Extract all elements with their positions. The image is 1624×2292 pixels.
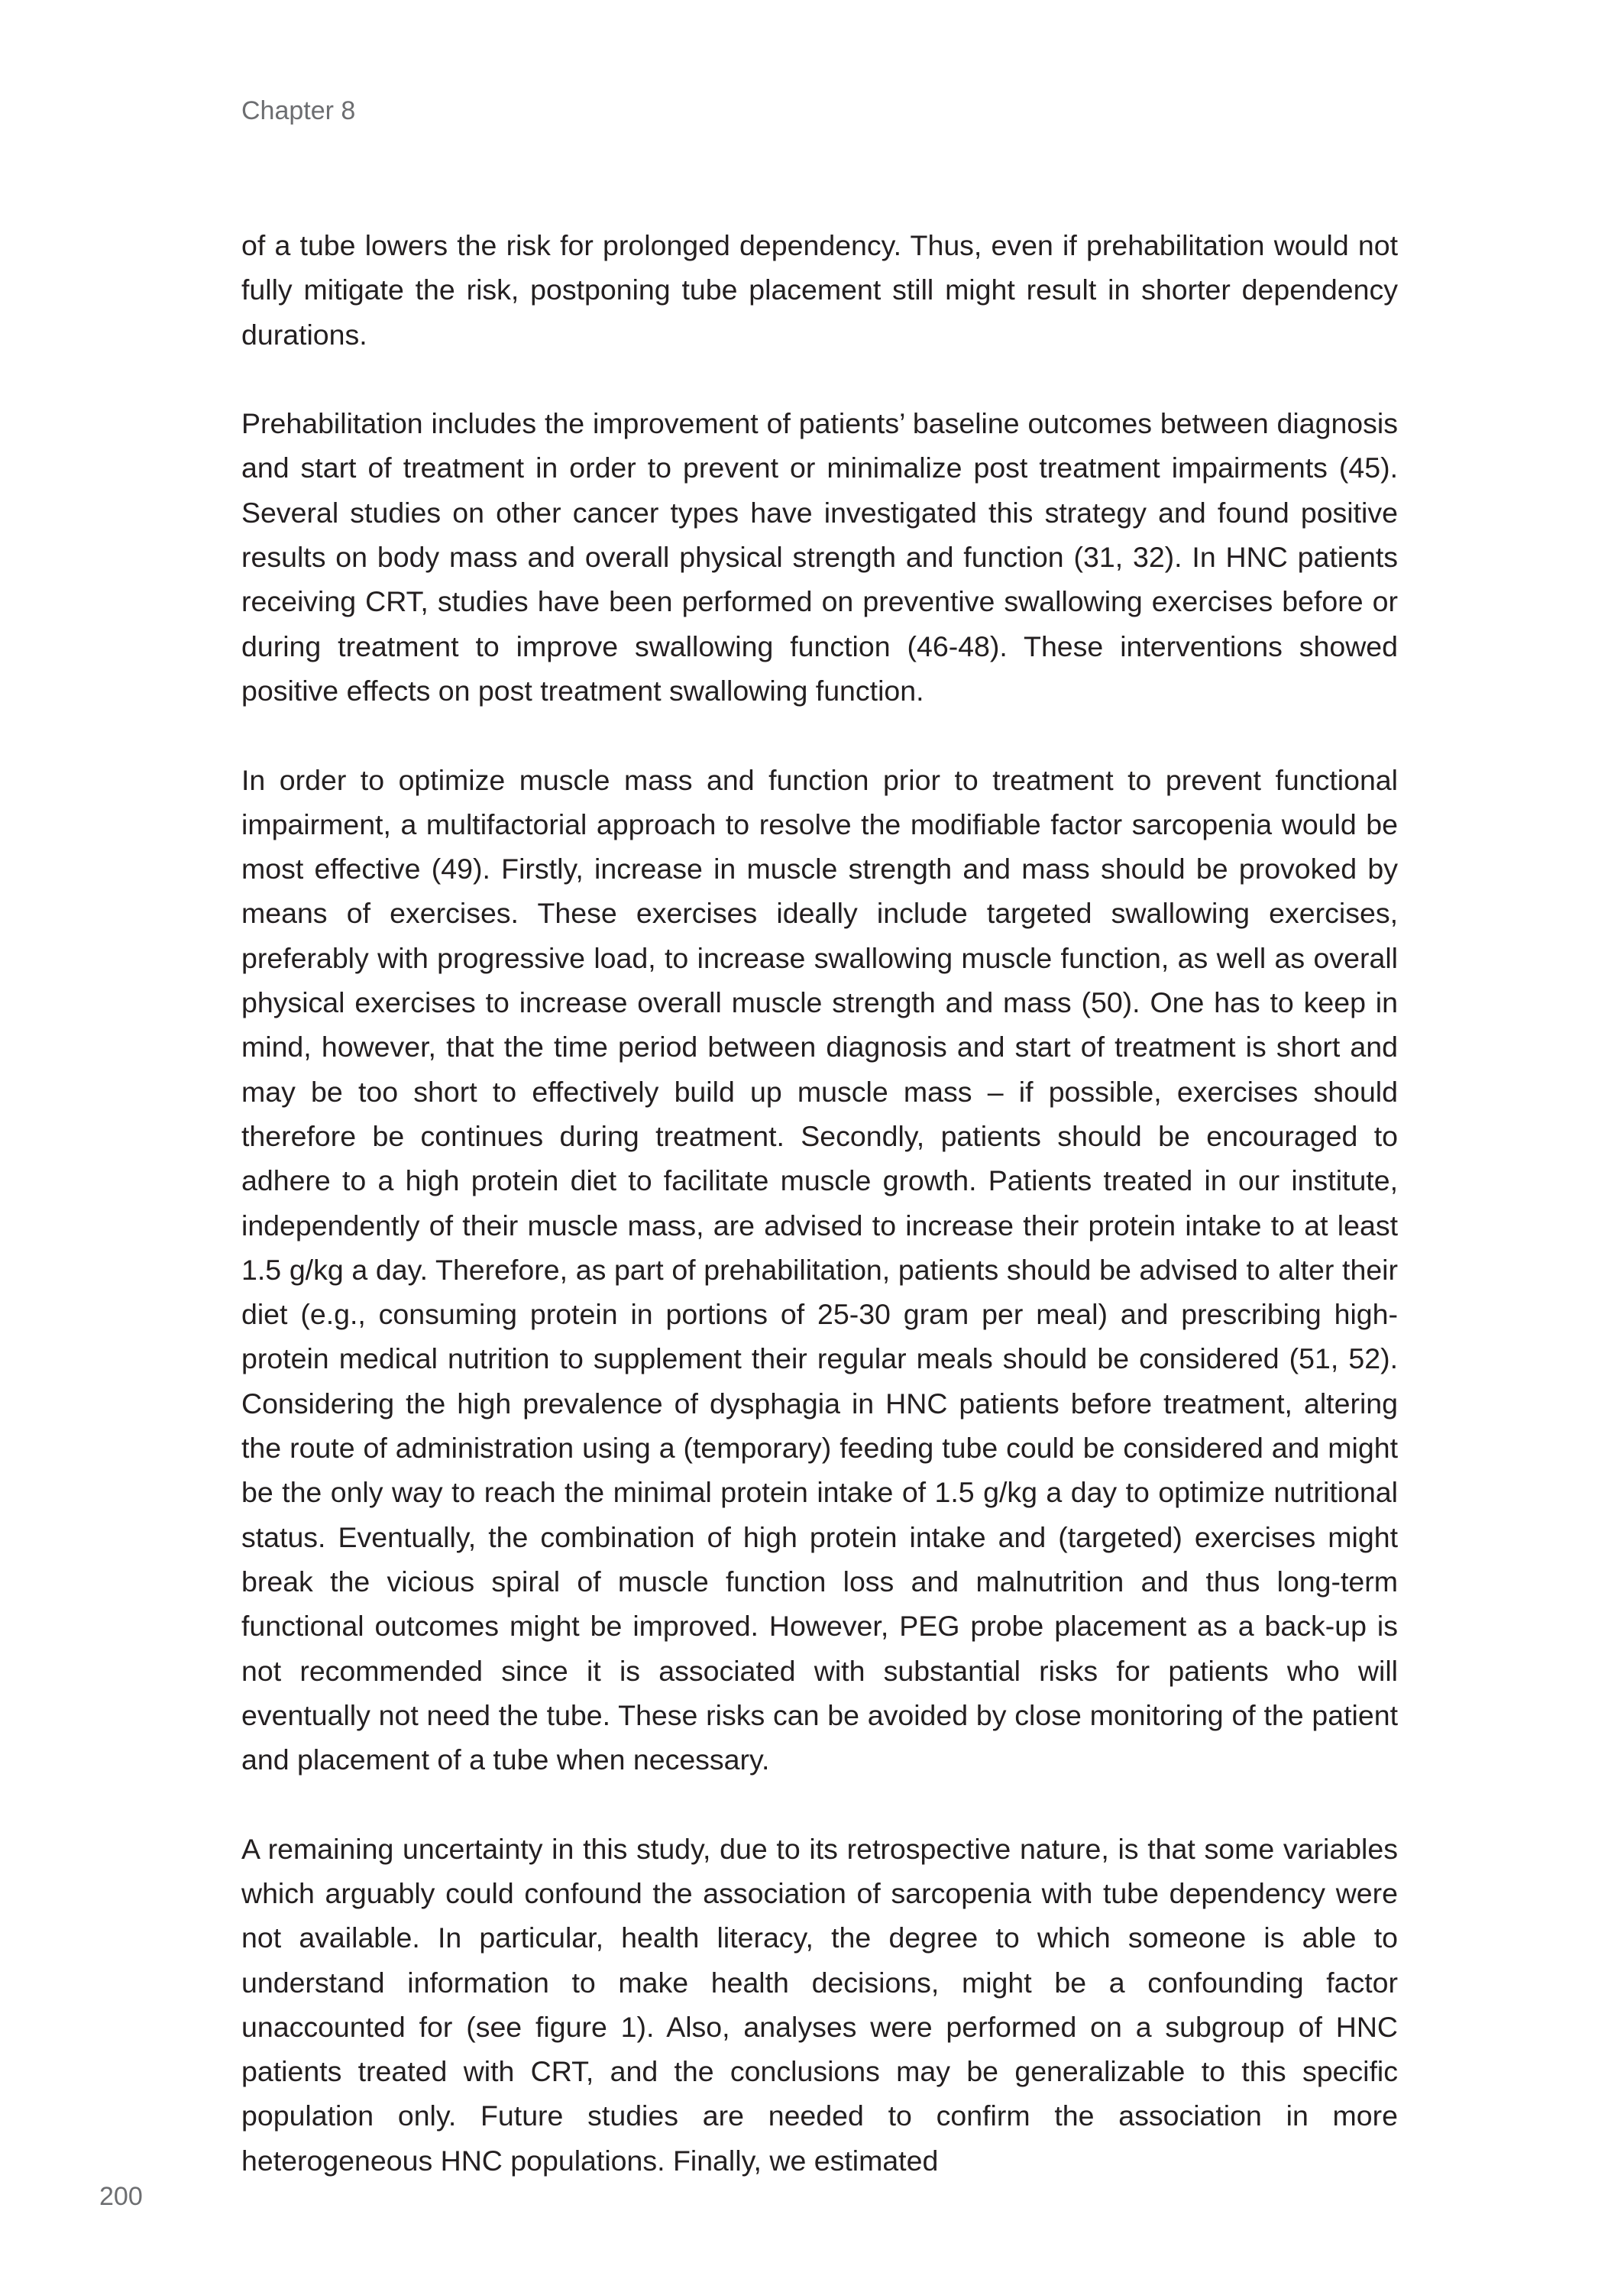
body-text (241, 223, 1398, 2183)
paragraph: of a tube lowers the risk for prolonged dependency. Thus, even if prehabilitation would not fully mitigate the risk, postponing tube placement still might result in shorter dependency durations. (241, 229, 1398, 351)
paragraph: In order to optimize muscle mass and function prior to treatment to prevent functional impairment, a multifactorial approach to resolve the modifiable factor sarcopenia would be most effective (49). Firstly, increase in muscle strength and mass should be provoked by means of exercises. These exercises ideally include targeted swallowing exercises, preferably with progressive load, to increase swallowing muscle function, as well as overall physical exercises to increase overall muscle strength and mass (50). One has to keep in mind, however, that the time period between diagnosis and start of treatment is short and may be too short to effectively build up muscle mass – if possible, exercises should therefore be continues during treatment. Secondly, patients should be encouraged to adhere to a high protein diet to facilitate muscle growth. Patients treated in our institute, independently of their muscle mass, are advised to increase their protein intake to at least 1.5 g/kg a day. Therefore, as part of prehabilitation, patients should be advised to alter their diet (e.g., consuming protein in portions of 25-30 gram per meal) and prescribing high-protein medical nutrition to supplement their regular meals should be considered (51, 52). Considering the high prevalence of dysphagia in HNC patients before treatment, altering the route of administration using a (temporary) feeding tube could be considered and might be the only way to reach the minimal protein intake of 1.5 g/kg a day to optimize nutritional status. Eventually, the combination of high protein intake and (targeted) exercises might break the vicious spiral of muscle function loss and malnutrition and thus long-term functional outcomes might be improved. However, PEG probe placement as a back-up is not recommended since it is associated with substantial risks for patients who will eventually not need the tube. These risks can be avoided by close monitoring of the patient and placement of a tube when necessary. (241, 763, 1398, 1776)
page-number: 200 (99, 2182, 143, 2211)
paragraph: Prehabilitation includes the improvement of patients’ baseline outcomes between diagnosis and start of treatment in order to prevent or minimalize post treatment impairments (45). Several studies on other cancer types have investigated this strategy and found positive results on body mass and overall physical strength and function (31, 32). In HNC patients receiving CRT, studies have been performed on preventive swallowing exercises before or during treatment to improve swallowing function (46-48). These interventions showed positive effects on post treatment swallowing function. (241, 407, 1398, 707)
paragraph: A remaining uncertainty in this study, due to its retrospective nature, is that some variables which arguably could confound the association of sarcopenia with tube dependency were not available. In particular, health literacy, the degree to which someone is able to understand information to make health decisions, might be a confounding factor unaccounted for (see figure 1). Also, analyses were performed on a subgroup of HNC patients treated with CRT, and the conclusions may be generalizable to this specific population only. Future studies are needed to confirm the association in more heterogeneous HNC populations. Finally, we estimated (241, 1832, 1398, 2177)
running-head: Chapter 8 (241, 96, 356, 125)
